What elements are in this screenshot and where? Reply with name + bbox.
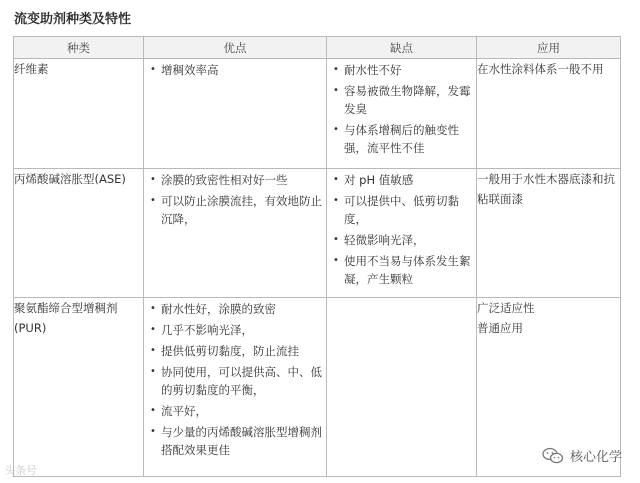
watermark-left-text: 头条号 — [4, 464, 37, 477]
pros-cell — [144, 169, 327, 298]
application-cell — [477, 59, 621, 169]
cons-item: • 对 pH 值敏感 — [333, 171, 472, 189]
cons-cell — [327, 298, 477, 477]
cons-item: • 轻微影响光泽， — [333, 231, 472, 249]
pros-cell — [144, 298, 327, 477]
cons-item: • 耐水性不好 — [333, 61, 472, 79]
application-cell — [477, 169, 621, 298]
header-application: 应用 — [477, 37, 621, 59]
application-text: 普通应用 — [477, 321, 523, 335]
table-row — [14, 169, 621, 298]
application-text: 一般用于水性木器底漆和抗粘联面漆 — [477, 172, 615, 206]
pros-item: • 协同使用，可以提供高、中、低的剪切黏度的平衡， — [150, 363, 322, 399]
watermark-right — [542, 446, 622, 465]
pros-item: • 提供低剪切黏度，防止流挂 — [150, 342, 322, 360]
cons-item: • 与体系增稠后的触变性强，流平性不佳 — [333, 121, 472, 157]
pros-item: • 流平好， — [150, 402, 322, 420]
wechat-icon — [542, 447, 564, 465]
pros-item: • 与少量的丙烯酸碱溶胀型增稠剂搭配效果更佳 — [150, 423, 322, 459]
rheology-additive-table — [13, 36, 621, 477]
pros-item: • 几乎不影响光泽， — [150, 321, 322, 339]
pros-cell — [144, 59, 327, 169]
cons-item: • 容易被微生物降解，发霉发臭 — [333, 82, 472, 118]
page-title: 流变助剂种类及特性 — [14, 12, 132, 27]
table-row — [14, 298, 621, 477]
table-header-row — [14, 37, 621, 59]
type-cell: 丙烯酸碱溶胀型(ASE) — [14, 169, 144, 298]
pros-item: • 涂膜的致密性相对好一些 — [150, 171, 322, 189]
watermark-right-text: 核心化学 — [569, 450, 622, 465]
pros-item: • 可以防止涂膜流挂，有效地防止沉降， — [150, 192, 322, 228]
pros-item: • 耐水性好，涂膜的致密 — [150, 300, 322, 318]
pros-item: • 增稠效率高 — [150, 61, 322, 79]
cons-item: • 使用不当易与体系发生絮凝，产生颗粒 — [333, 252, 472, 288]
header-cons: 缺点 — [327, 37, 477, 59]
cons-item: • 可以提供中、低剪切黏度， — [333, 192, 472, 228]
cons-cell — [327, 169, 477, 298]
type-cell: 聚氨酯缔合型增稠剂(PUR) — [14, 298, 144, 477]
type-cell: 纤维素 — [14, 59, 144, 169]
header-type: 种类 — [14, 37, 144, 59]
application-text: 广泛适应性 — [477, 301, 535, 315]
application-text: 在水性涂料体系一般不用 — [477, 62, 604, 76]
cons-cell — [327, 59, 477, 169]
table-row — [14, 59, 621, 169]
header-pros: 优点 — [144, 37, 327, 59]
watermark-left — [4, 462, 37, 478]
